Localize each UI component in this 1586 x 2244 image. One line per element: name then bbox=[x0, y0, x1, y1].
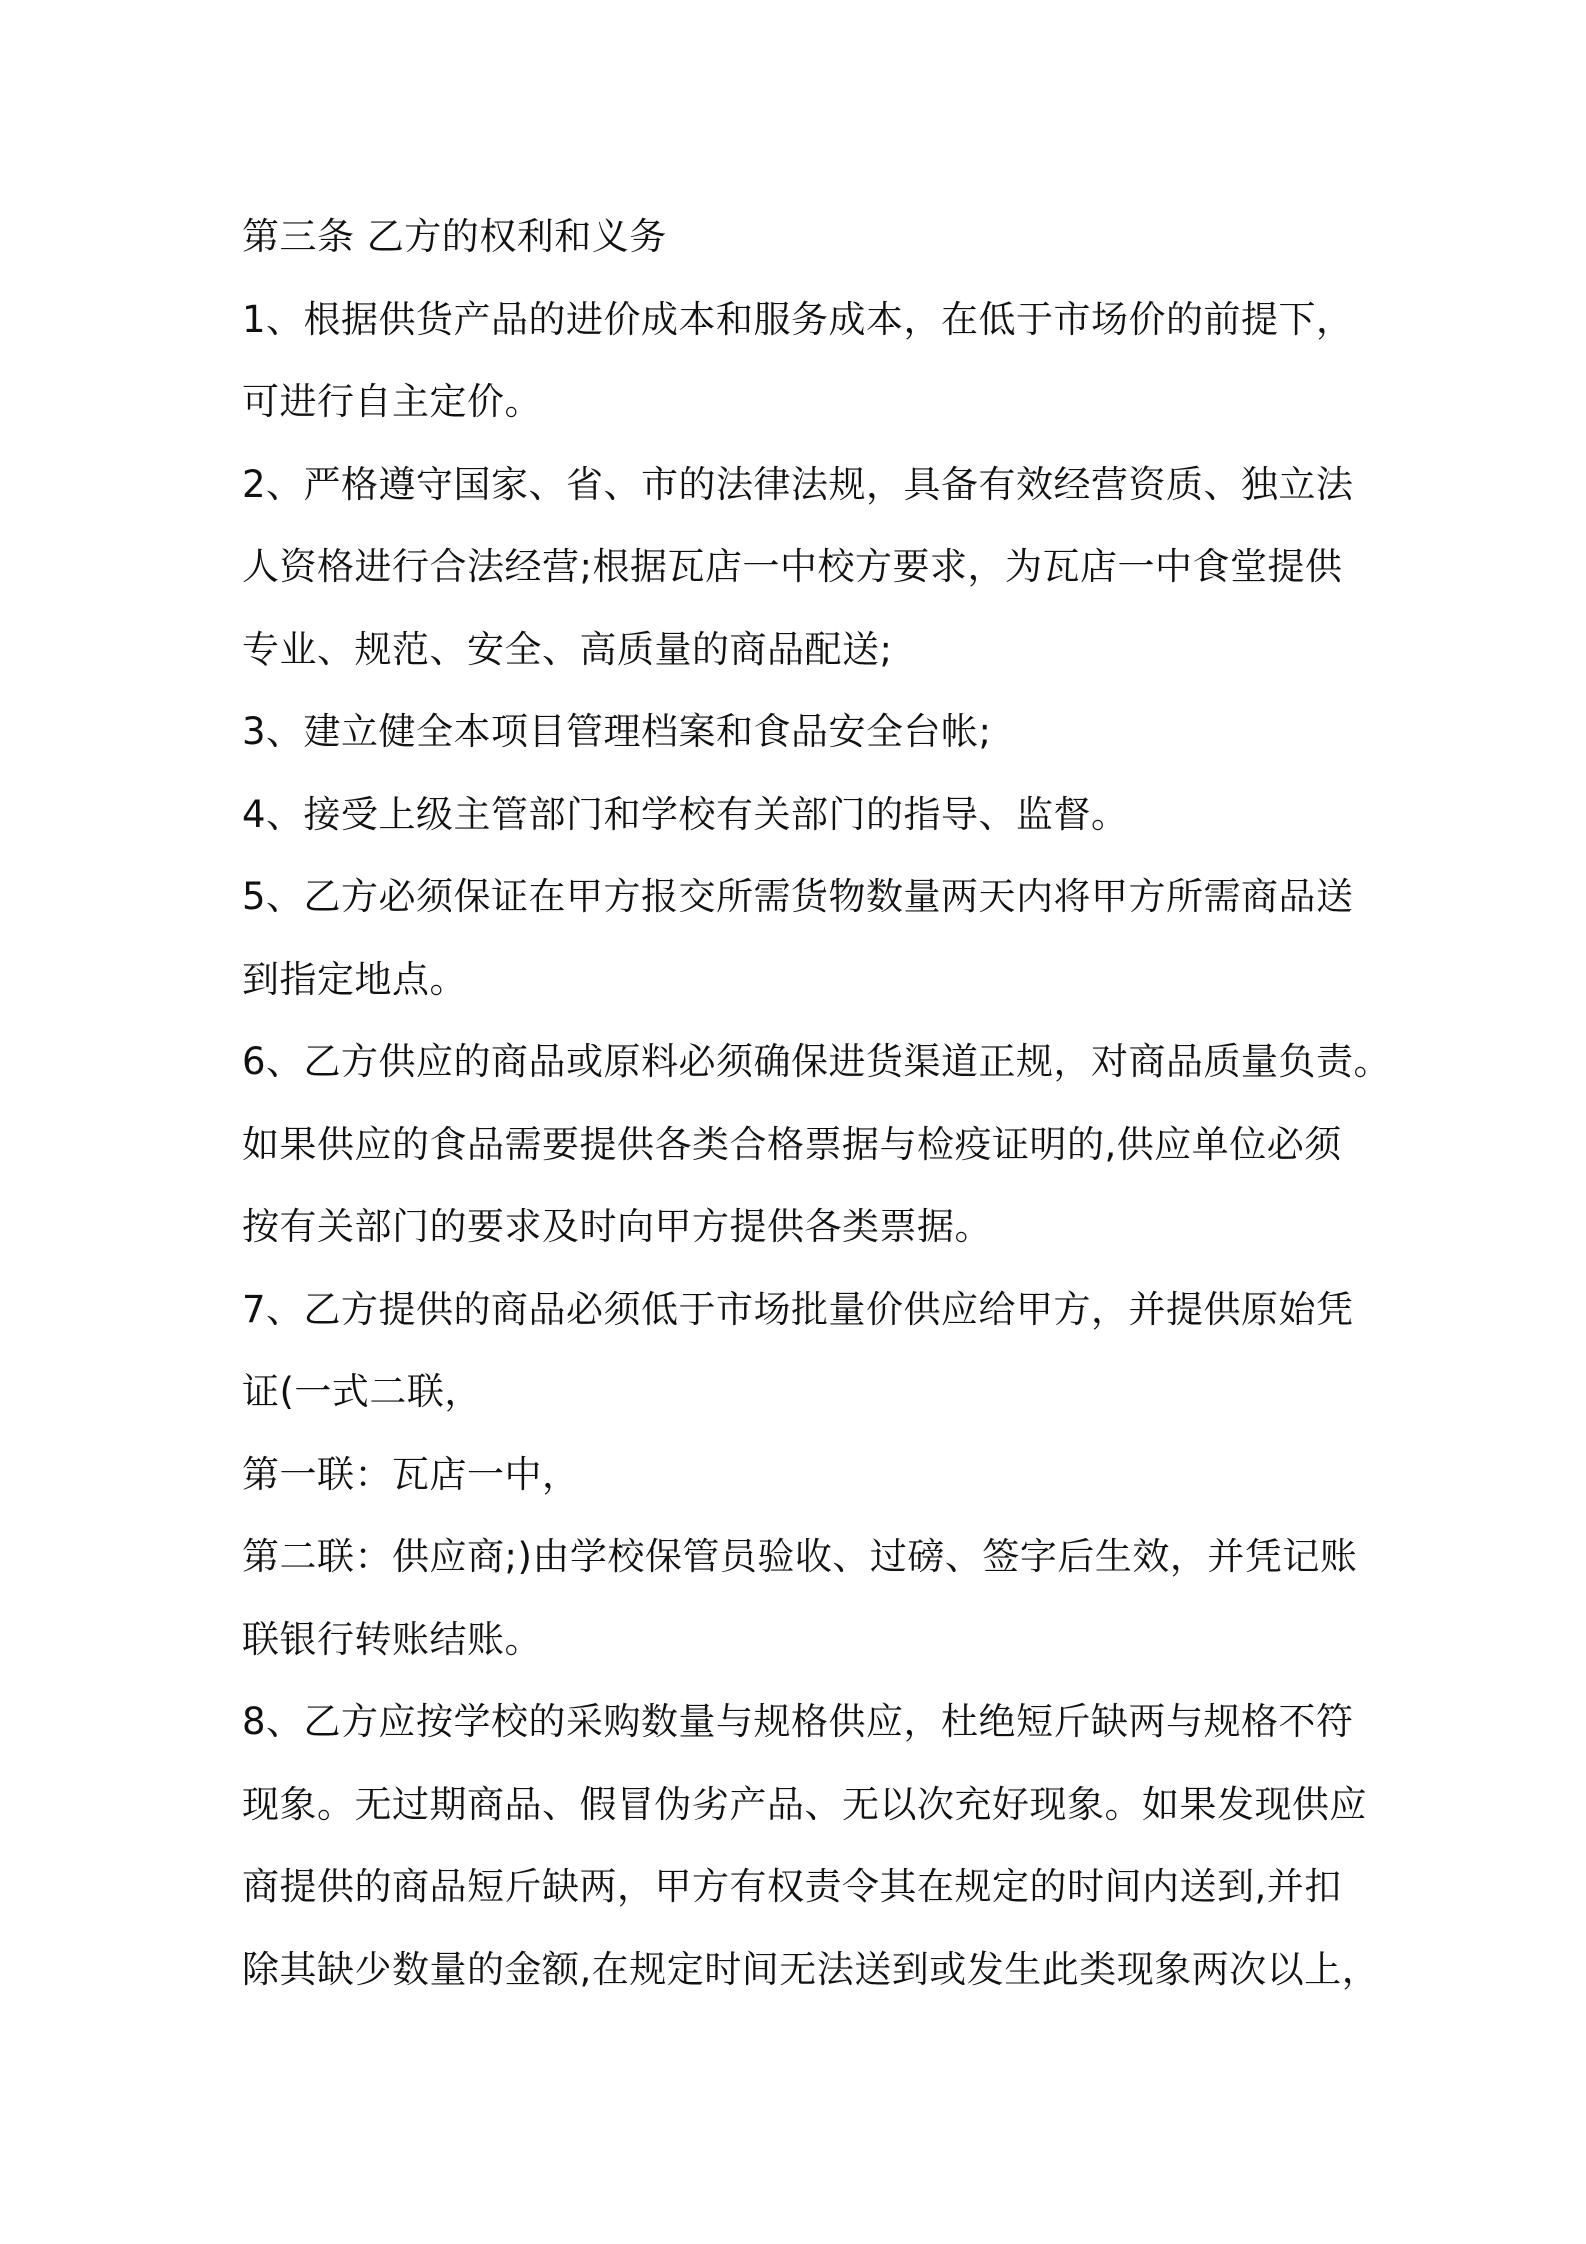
text-line: 2、严格遵守国家、省、市的法律法规，具备有效经营资质、独立法 bbox=[242, 462, 1354, 506]
text-line: 1、根据供货产品的进价成本和服务成本，在低于市场价的前提下， bbox=[242, 297, 1354, 341]
text-line: 商提供的商品短斤缺两，甲方有权责令其在规定的时间内送到,并扣 bbox=[242, 1865, 1342, 1908]
text-line: 4、接受上级主管部门和学校有关部门的指导、监督。 bbox=[242, 792, 1129, 836]
text-line: 除其缺少数量的金额,在规定时间无法送到或发生此类现象两次以上， bbox=[242, 1947, 1380, 1991]
text-line: 联银行转账结账。 bbox=[242, 1617, 542, 1661]
document-body bbox=[242, 196, 1392, 2011]
text-line: 按有关部门的要求及时向甲方提供各类票据。 bbox=[242, 1205, 992, 1248]
section-heading: 第三条 乙方的权利和义务 bbox=[242, 215, 667, 258]
text-line: 证(一式二联， bbox=[242, 1370, 482, 1413]
text-line: 6、乙方供应的商品或原料必须确保进货渠道正规，对商品质量负责。 bbox=[242, 1040, 1392, 1083]
text-line: 第二联：供应商;)由学校保管员验收、过磅、签字后生效，并凭记账 bbox=[242, 1535, 1358, 1578]
text-line: 到指定地点。 bbox=[242, 957, 467, 1001]
text-line: 8、乙方应按学校的采购数量与规格供应，杜绝短斤缺两与规格不符 bbox=[242, 1700, 1354, 1743]
text-line: 3、建立健全本项目管理档案和食品安全台帐; bbox=[242, 710, 992, 753]
text-line: 第一联：瓦店一中， bbox=[242, 1452, 580, 1496]
text-line: 人资格进行合法经营;根据瓦店一中校方要求，为瓦店一中食堂提供 bbox=[242, 545, 1343, 588]
text-line: 可进行自主定价。 bbox=[242, 380, 542, 423]
text-line: 7、乙方提供的商品必须低于市场批量价供应给甲方，并提供原始凭 bbox=[242, 1287, 1354, 1331]
text-line: 现象。无过期商品、假冒伪劣产品、无以次充好现象。如果发现供应 bbox=[242, 1782, 1367, 1826]
text-line: 如果供应的食品需要提供各类合格票据与检疫证明的,供应单位必须 bbox=[242, 1122, 1342, 1166]
text-line: 专业、规范、安全、高质量的商品配送; bbox=[242, 627, 893, 671]
text-line: 5、乙方必须保证在甲方报交所需货物数量两天内将甲方所需商品送 bbox=[242, 875, 1354, 918]
